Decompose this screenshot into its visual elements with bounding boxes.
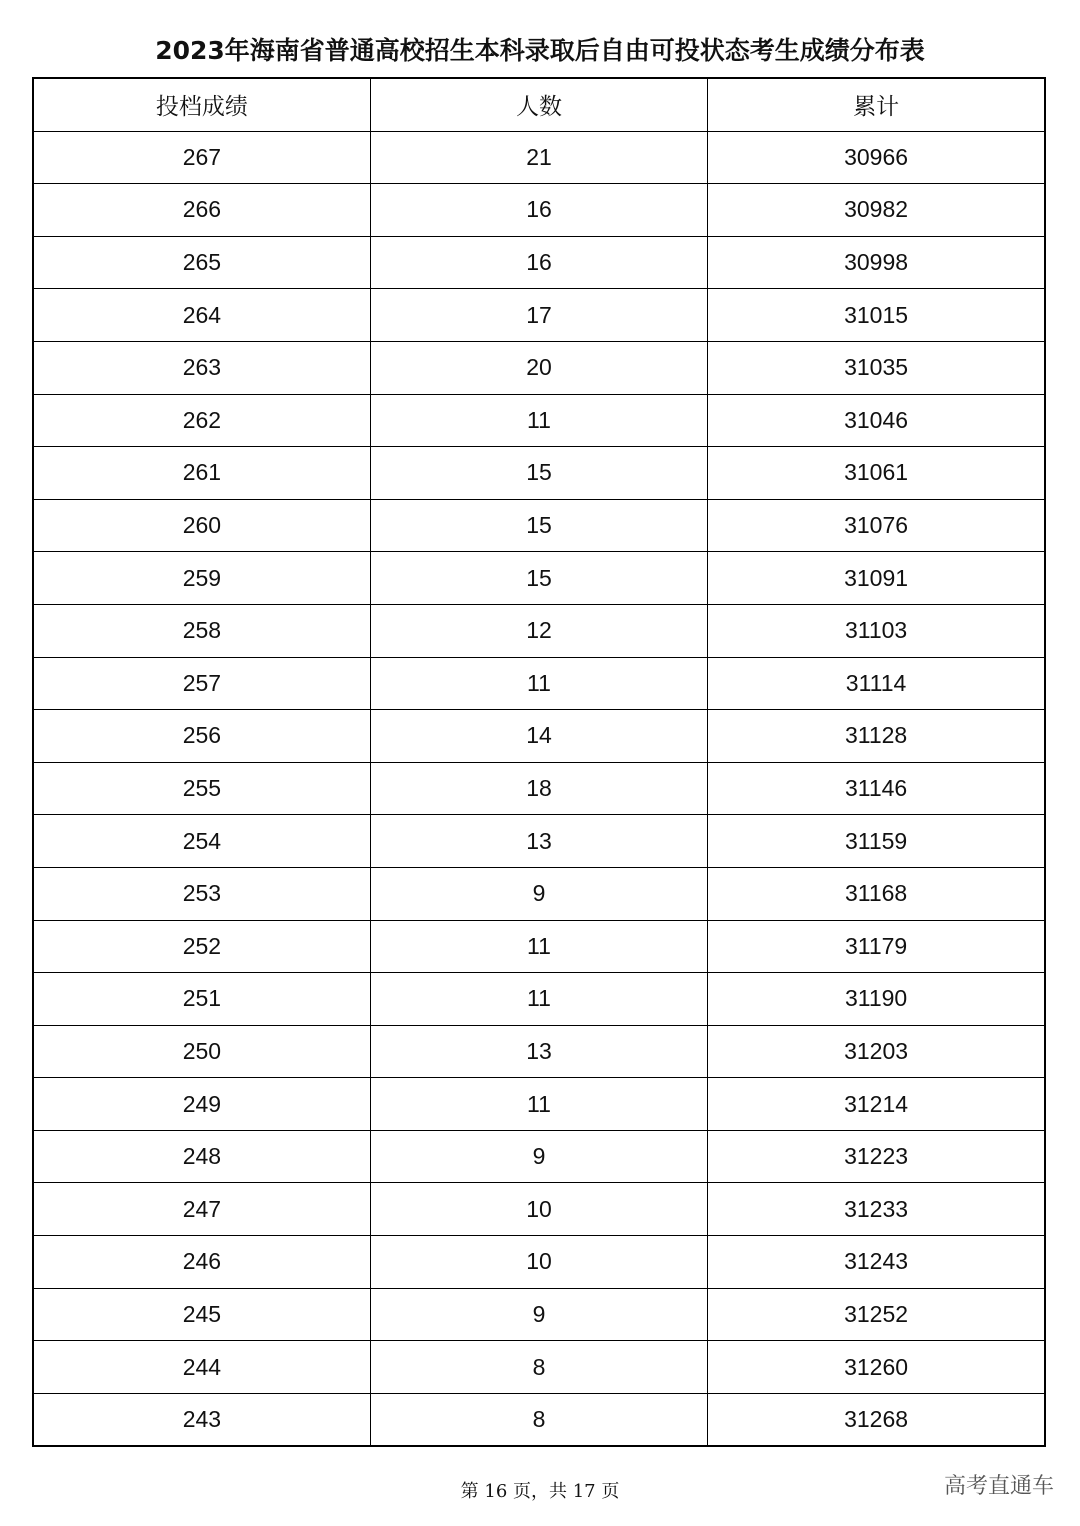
cell-count: 10	[370, 1236, 707, 1289]
table-row	[33, 1183, 1045, 1236]
cell-cumulative: 31190	[708, 973, 1045, 1026]
cell-cumulative: 31128	[708, 710, 1045, 763]
table-row	[33, 815, 1045, 868]
cell-score: 262	[33, 394, 370, 447]
cell-cumulative: 31233	[708, 1183, 1045, 1236]
cell-score: 264	[33, 289, 370, 342]
cell-cumulative: 31203	[708, 1025, 1045, 1078]
cell-cumulative: 31091	[708, 552, 1045, 605]
cell-count: 13	[370, 815, 707, 868]
table-row	[33, 394, 1045, 447]
table-row	[33, 341, 1045, 394]
table-row	[33, 1341, 1045, 1394]
table-row	[33, 184, 1045, 237]
table-row	[33, 973, 1045, 1026]
header-cumulative: 累计	[708, 78, 1045, 131]
cell-count: 9	[370, 1288, 707, 1341]
table-row	[33, 604, 1045, 657]
cell-count: 11	[370, 973, 707, 1026]
table-row	[33, 289, 1045, 342]
cell-count: 12	[370, 604, 707, 657]
cell-score: 245	[33, 1288, 370, 1341]
table-row	[33, 1025, 1045, 1078]
cell-count: 16	[370, 236, 707, 289]
cell-cumulative: 31035	[708, 341, 1045, 394]
cell-count: 9	[370, 867, 707, 920]
cell-score: 252	[33, 920, 370, 973]
cell-score: 248	[33, 1130, 370, 1183]
cell-count: 18	[370, 762, 707, 815]
cell-count: 15	[370, 499, 707, 552]
table-row	[33, 1078, 1045, 1131]
table-row	[33, 1393, 1045, 1446]
cell-score: 249	[33, 1078, 370, 1131]
table-row	[33, 710, 1045, 763]
table-row	[33, 499, 1045, 552]
cell-score: 261	[33, 447, 370, 500]
cell-cumulative: 31179	[708, 920, 1045, 973]
cell-count: 15	[370, 447, 707, 500]
cell-score: 256	[33, 710, 370, 763]
cell-score: 243	[33, 1393, 370, 1446]
table-row	[33, 131, 1045, 184]
cell-cumulative: 31076	[708, 499, 1045, 552]
cell-cumulative: 31168	[708, 867, 1045, 920]
table-row	[33, 867, 1045, 920]
score-distribution-table	[32, 77, 1046, 1447]
cell-cumulative: 31146	[708, 762, 1045, 815]
cell-count: 9	[370, 1130, 707, 1183]
cell-cumulative: 31061	[708, 447, 1045, 500]
cell-count: 16	[370, 184, 707, 237]
cell-cumulative: 30982	[708, 184, 1045, 237]
cell-score: 251	[33, 973, 370, 1026]
table-row	[33, 236, 1045, 289]
cell-cumulative: 31114	[708, 657, 1045, 710]
cell-count: 11	[370, 394, 707, 447]
cell-count: 21	[370, 131, 707, 184]
cell-cumulative: 31159	[708, 815, 1045, 868]
cell-count: 14	[370, 710, 707, 763]
cell-count: 8	[370, 1341, 707, 1394]
cell-count: 20	[370, 341, 707, 394]
table-row	[33, 552, 1045, 605]
page-number: 第 16 页，共 17 页	[460, 1481, 620, 1502]
cell-score: 266	[33, 184, 370, 237]
table-header-row	[33, 78, 1045, 131]
cell-score: 263	[33, 341, 370, 394]
cell-count: 17	[370, 289, 707, 342]
cell-count: 11	[370, 920, 707, 973]
cell-score: 246	[33, 1236, 370, 1289]
cell-cumulative: 30998	[708, 236, 1045, 289]
cell-count: 10	[370, 1183, 707, 1236]
cell-cumulative: 31268	[708, 1393, 1045, 1446]
table-row	[33, 920, 1045, 973]
cell-score: 258	[33, 604, 370, 657]
cell-score: 254	[33, 815, 370, 868]
cell-score: 253	[33, 867, 370, 920]
cell-count: 8	[370, 1393, 707, 1446]
table-body	[33, 131, 1045, 1446]
table-row	[33, 762, 1045, 815]
header-count: 人数	[370, 78, 707, 131]
cell-score: 247	[33, 1183, 370, 1236]
cell-cumulative: 31046	[708, 394, 1045, 447]
table-row	[33, 657, 1045, 710]
table-row	[33, 1236, 1045, 1289]
cell-score: 265	[33, 236, 370, 289]
cell-score: 267	[33, 131, 370, 184]
table-header	[33, 78, 1045, 131]
cell-score: 257	[33, 657, 370, 710]
cell-cumulative: 31243	[708, 1236, 1045, 1289]
table-row	[33, 1288, 1045, 1341]
cell-cumulative: 31015	[708, 289, 1045, 342]
cell-cumulative: 31214	[708, 1078, 1045, 1131]
cell-count: 11	[370, 657, 707, 710]
document-title: 2023年海南省普通高校招生本科录取后自由可投状态考生成绩分布表	[155, 36, 925, 65]
cell-cumulative: 31260	[708, 1341, 1045, 1394]
cell-score: 259	[33, 552, 370, 605]
cell-score: 260	[33, 499, 370, 552]
cell-cumulative: 31252	[708, 1288, 1045, 1341]
header-score: 投档成绩	[33, 78, 370, 131]
watermark-text: 高考直通车	[943, 1474, 1054, 1499]
cell-count: 15	[370, 552, 707, 605]
table-row	[33, 1130, 1045, 1183]
cell-count: 13	[370, 1025, 707, 1078]
cell-cumulative: 31103	[708, 604, 1045, 657]
cell-score: 250	[33, 1025, 370, 1078]
cell-score: 255	[33, 762, 370, 815]
cell-cumulative: 31223	[708, 1130, 1045, 1183]
cell-score: 244	[33, 1341, 370, 1394]
cell-count: 11	[370, 1078, 707, 1131]
table-row	[33, 447, 1045, 500]
cell-cumulative: 30966	[708, 131, 1045, 184]
